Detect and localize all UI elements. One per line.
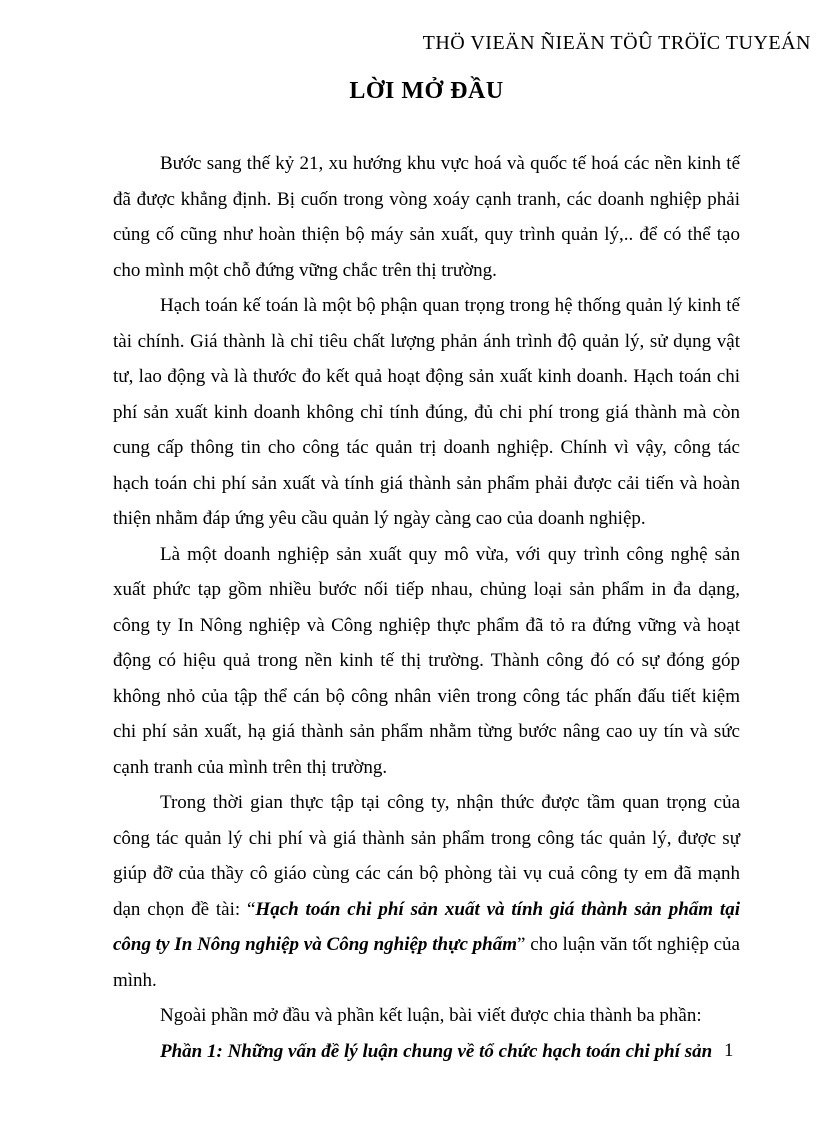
- page-number: 1: [724, 1040, 734, 1061]
- page-title: LỜI MỞ ĐẦU: [349, 78, 504, 104]
- text-segment: Hạch toán kế toán là một bộ phận quan trọng trong hệ thống quản lý kinh tế tài chính. Giá thành là chỉ tiêu chất lượng phản ánh trình độ quản lý, sử dụng vật tư, lao động và là thước đo kết quả hoạt động sản xuất kinh doanh. Hạch toán chi phí sản xuất kinh doanh không chỉ tính đúng, đủ chi phí trong giá thành mà còn cung cấp thông tin cho công tác quản trị doanh nghiệp. Chính vì vậy, công tác hạch toán chi phí sản xuất và tính giá thành sản phẩm phải được cải tiến và hoàn thiện nhằm đáp ứng yêu cầu quản lý ngày càng cao của doanh nghiệp.: [113, 295, 740, 529]
- document-body: [113, 146, 740, 1069]
- paragraph-6: [113, 1034, 740, 1070]
- text-segment: Bước sang thế kỷ 21, xu hướng khu vực hoá và quốc tế hoá các nền kinh tế đã được khẳng định. Bị cuốn trong vòng xoáy cạnh tranh, các doanh nghiệp phải củng cố cũng như hoàn thiện bộ máy sản xuất, quy trình quản lý,.. để có thể tạo cho mình một chỗ đứng vững chắc trên thị trường.: [113, 153, 740, 281]
- text-segment: Phần 1: Những vấn đề lý luận chung về tổ chức hạch toán chi phí sản: [160, 1040, 713, 1062]
- text-segment: Là một doanh nghiệp sản xuất quy mô vừa, với quy trình công nghệ sản xuất phức tạp gồm nhiều bước nối tiếp nhau, chủng loại sản phẩm in đa dạng, công ty In Nông nghiệp và Công nghiệp thực phẩm đã tỏ ra đứng vững và hoạt động có hiệu quả trong nền kinh tế thị trường. Thành công đó có sự đóng góp không nhỏ của tập thể cán bộ công nhân viên trong công tác phấn đấu tiết kiệm chi phí sản xuất, hạ giá thành sản phẩm nhằm từng bước nâng cao uy tín và sức cạnh tranh của mình trên thị trường.: [113, 543, 740, 778]
- text-segment: Trong thời gian thực tập tại công ty, nhận thức được tầm quan trọng của công tác quản lý chi phí và giá thành sản phẩm trong công tác quản lý, được sự giúp đỡ của thầy cô giáo cùng các cán bộ phòng tài vụ cuả công ty em đã mạnh dạn chọn đề tài: “: [113, 792, 740, 920]
- text-segment: Ngoài phần mở đầu và phần kết luận, bài viết được chia thành ba phần:: [160, 1005, 702, 1026]
- text-segment: Hạch toán chi phí sản xuất và tính giá thành sản phẩm tại công ty In Nông nghiệp và Công nghiệp thực phẩm: [113, 898, 740, 955]
- paragraph-2: [113, 288, 740, 537]
- header-watermark-text: THÖ VIEÄN ÑIEÄN TÖÛ TRÖÏC TUYEÁN: [422, 32, 811, 54]
- paragraph-1: [113, 146, 740, 288]
- paragraph-3: [113, 537, 740, 786]
- text-segment: ” cho luận văn tốt nghiệp của mình.: [113, 934, 740, 991]
- paragraph-5: [113, 998, 740, 1034]
- paragraph-4: [113, 785, 740, 998]
